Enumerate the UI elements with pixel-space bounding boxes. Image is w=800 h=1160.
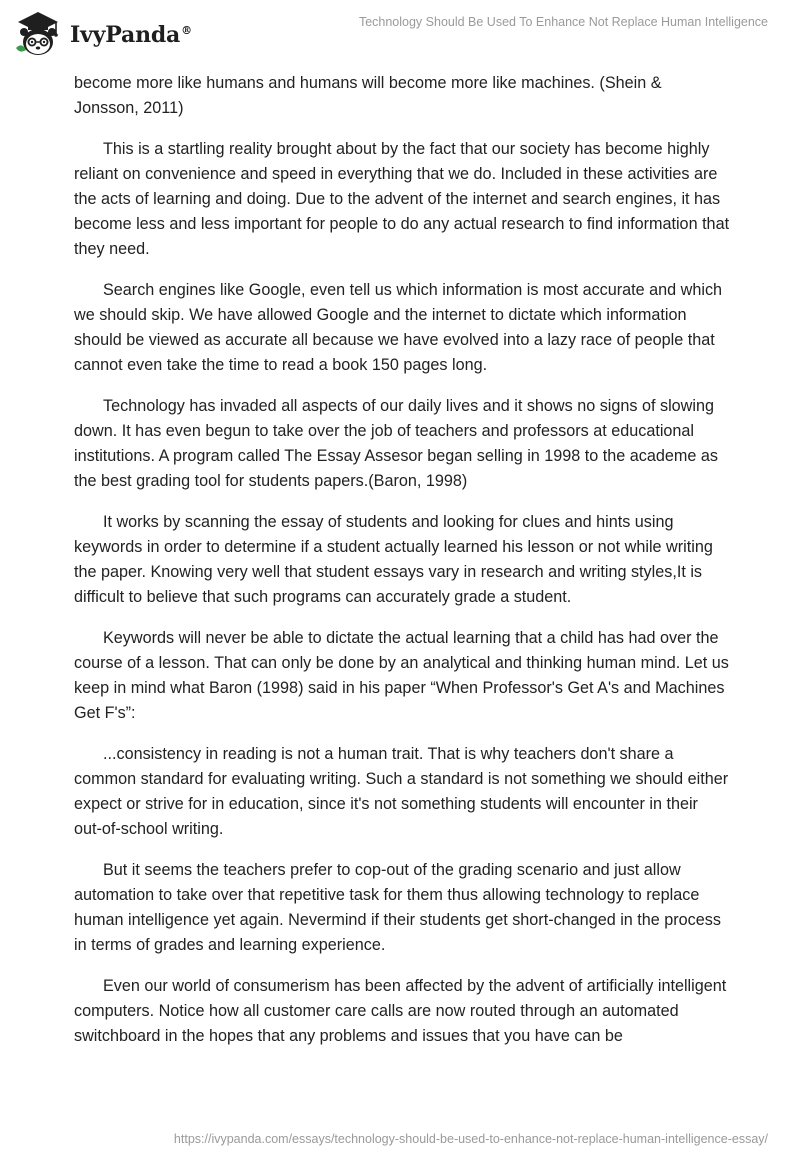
block-quote: ...consistency in reading is not a human trait. That is why teachers don't share a common standard for evaluating writing. Such a standard is not something we should either expect or strive for in education, since it's not something students will encounter in their out-of-school writing. (74, 745, 729, 838)
logo-text (70, 22, 192, 48)
paragraph: Keywords will never be able to dictate the actual learning that a child has had over the course of a lesson. That can only be done by an analytical and thinking human mind. Let us keep in mind what Baron (1998) said in his paper “When Professor's Get A's and Machines Get F's”: (74, 629, 729, 722)
registered-mark: ® (181, 23, 192, 37)
logo-wordmark: IvyPanda (70, 22, 181, 48)
paragraph: Technology has invaded all aspects of our daily lives and it shows no signs of slowing down. It has even begun to take over the job of teachers and professors at educational institutions. A program called The Essay Assesor began selling in 1998 to the academe as the best grading tool for students papers.(Baron, 1998) (74, 397, 718, 490)
paragraph: It works by scanning the essay of students and looking for clues and hints using keywords in order to determine if a student actually learned his lesson or not while writing the paper. Knowing very well that student essays vary in research and writing styles,It is difficult to believe that such programs can accurately grade a student. (74, 513, 713, 606)
paragraph: become more like humans and humans will become more like machines. (Shein & Jonsson, 2011) (74, 74, 662, 117)
paragraph: Search engines like Google, even tell us which information is most accurate and which we should skip. We have allowed Google and the internet to dictate which information should be viewed as accurate all because we have evolved into a lazy race of people that cannot even take the time to read a book 150 pages long. (74, 281, 723, 374)
source-url[interactable]: https://ivypanda.com/essays/technology-should-be-used-to-enhance-not-replace-human-intelligence-essay/ (173, 1132, 768, 1146)
panda-logo-icon (12, 8, 64, 58)
essay-body (74, 71, 730, 1065)
document-title: Technology Should Be Used To Enhance Not Replace Human Intelligence (358, 15, 768, 29)
paragraph: But it seems the teachers prefer to cop-out of the grading scenario and just allow automation to take over that repetitive task for them thus allowing technology to replace human intelligence yet again. Nevermind if their students get short-changed in the process in terms of grades and learning experience. (74, 861, 721, 954)
logo[interactable] (12, 8, 192, 58)
paragraph: This is a startling reality brought about by the fact that our society has become highly reliant on convenience and speed in everything that we do. Included in these activities are the acts of learning and doing. Due to the advent of the internet and search engines, it has become less and less important for people to do any actual research to find information that they need. (74, 140, 730, 258)
page-header (0, 0, 800, 70)
paragraph: Even our world of consumerism has been affected by the advent of artificially intelligent computers. Notice how all customer care calls are now routed through an automated switchboard in the hopes that any problems and issues that you have can be (74, 977, 727, 1045)
